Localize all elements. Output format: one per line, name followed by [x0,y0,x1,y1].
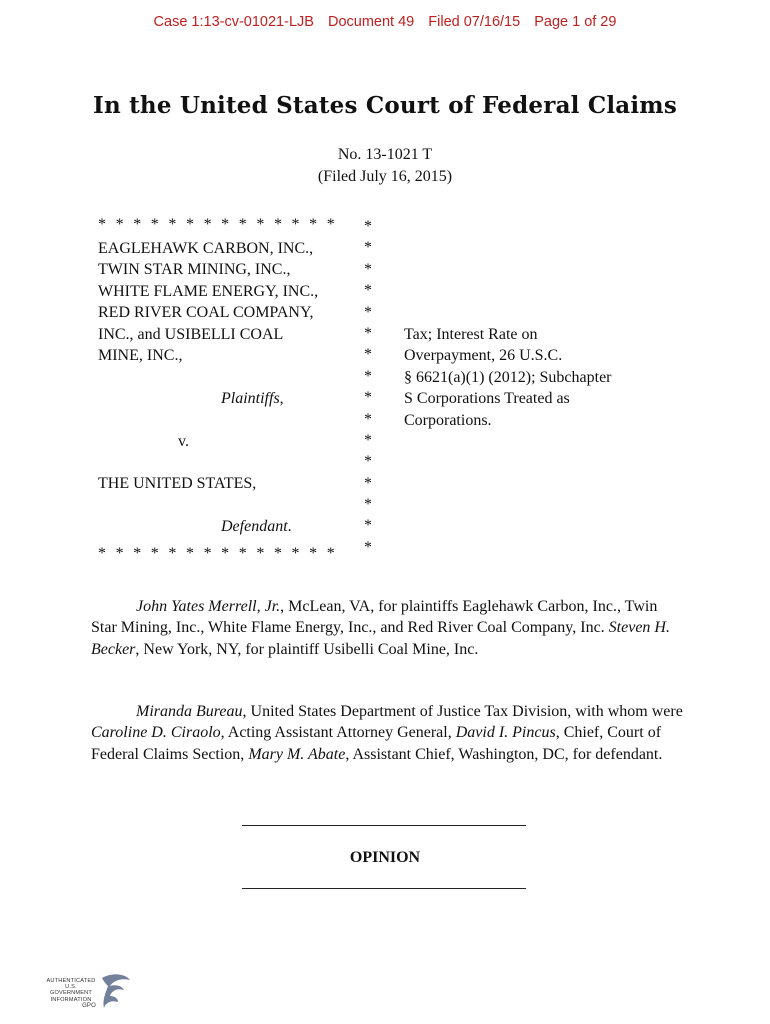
plaintiff-line: TWIN STAR MINING, INC., [98,261,291,279]
plaintiff-line: MINE, INC., [98,347,183,365]
caption-star: * [364,367,372,385]
counsel-plaintiffs: John Yates Merrell, Jr., McLean, VA, for plaintiffs Eaglehawk Carbon, Inc., Twin Star Mining, Inc., White Flame Energy, Inc., and Red River Coal Company, Inc. Steven H. Becker, New York, NY, for plaintiff Usibelli Coal Mine, Inc. [91,598,670,658]
defendant-role: Defendant. [221,518,292,536]
gpo-badge-text: AUTHENTICATED U.S. GOVERNMENT INFORMATION GPO [46,978,96,1009]
keyword-line: § 6621(a)(1) (2012); Subchapter [404,368,612,386]
caption-star: * [364,324,372,342]
versus: v. [178,432,189,450]
caption-star: * [364,410,372,428]
attorney-name: John Yates Merrell, Jr. [136,598,281,615]
caption-star: * [364,389,372,407]
counsel-defendant: Miranda Bureau, United States Department of Justice Tax Division, with whom were Caroline D. Ciraolo, Acting Assistant Attorney General, David I. Pincus, Chief, Court of Federal Claims Section, Mary M. Abate, Assistant Chief, Washington, DC, for defendant. [91,703,683,763]
caption-star: * [364,474,372,492]
plaintiffs-label: Plaintiffs [221,389,280,407]
attorney-name: Miranda Bureau [136,703,243,720]
divider-bottom [242,888,526,889]
caption-star: * [364,239,372,257]
attorney-name: Mary M. Abate [248,745,346,763]
plaintiff-line: RED RIVER COAL COMPANY, [98,304,314,322]
caption-star: * [364,431,372,449]
divider-top [242,825,526,826]
caption-keywords [404,324,644,431]
caption-star: * [364,453,372,471]
plaintiff-line: INC., and USIBELLI COAL [98,325,284,343]
keyword-line: Overpayment, 26 U.S.C. [404,347,563,365]
keyword-line: Corporations. [404,411,492,429]
ecf-header [0,14,770,30]
court-title: In the United States Court of Federal Claims [92,92,677,119]
eagle-icon [98,972,134,1012]
caption-star: * [364,282,372,300]
docket-number: No. 13-1021 T [337,146,433,163]
caption-star: * [364,496,372,514]
caption-star: * [364,346,372,364]
filed-date: Filed 07/16/15 [428,14,521,30]
plaintiffs-role: Plaintiffs, [221,389,284,407]
caption-top-stars: * * * * * * * * * * * * * * [98,216,335,233]
attorney-name: Caroline D. Ciraolo [91,724,221,742]
attorney-name: David I. Pincus [455,724,556,742]
gpo-authentication-logo [44,972,134,1012]
keyword-line: S Corporations Treated as [404,390,570,408]
plaintiff-line: EAGLEHAWK CARBON, INC., [98,240,314,257]
caption-star: * [364,260,372,278]
caption-star-column [364,216,372,558]
opinion-heading: OPINION [349,849,421,866]
document-number: Document 49 [327,14,415,30]
keyword-line: Tax; Interest Rate on [404,326,538,343]
plaintiff-line: WHITE FLAME ENERGY, INC., [98,282,319,300]
docket-filed-date: (Filed July 16, 2015) [317,168,453,185]
docket-block [0,144,770,188]
caption-star: * [364,538,372,556]
defendant-name: THE UNITED STATES, [98,475,257,493]
caption-parties [98,238,353,538]
page-indicator: Page 1 of 29 [534,14,617,30]
defendant-label: Defendant [221,518,288,536]
case-number: Case 1:13-cv-01021-LJB [153,14,314,30]
caption-star: * [364,517,372,535]
attorney-name: Steven H. Becker [91,619,670,658]
caption-star: * [364,218,372,235]
caption-bottom-stars: * * * * * * * * * * * * * * [98,545,335,562]
caption-star: * [364,303,372,321]
